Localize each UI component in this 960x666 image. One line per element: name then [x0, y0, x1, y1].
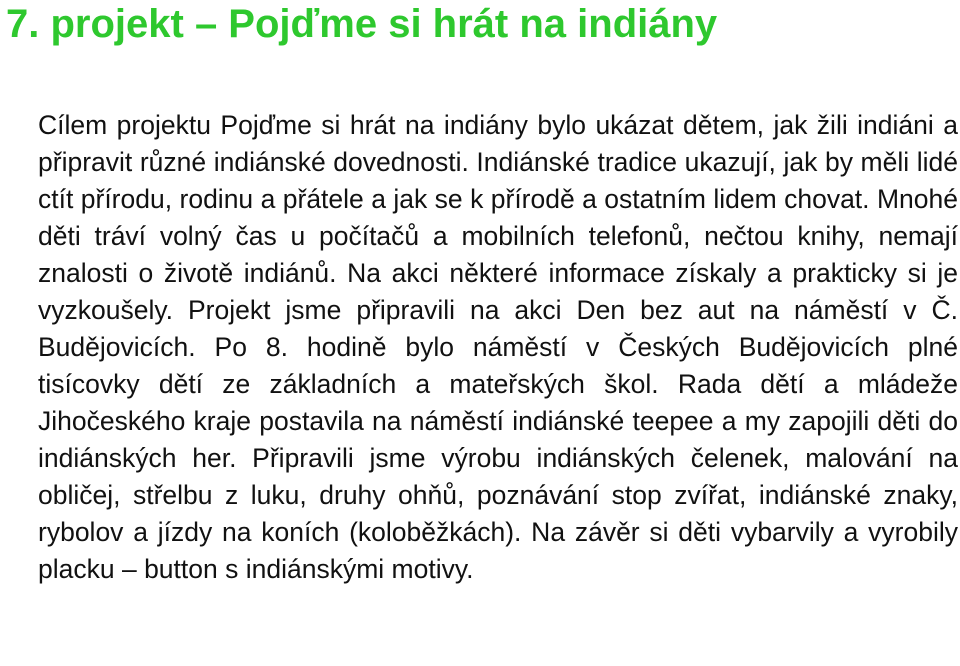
- body-paragraph: Cílem projektu Pojďme si hrát na indiány bylo ukázat dětem, jak žili indiáni a připravit různé indiánské dovednosti. Indiánské tradice ukazují, jak by měli lidé ctít přírodu, rodinu a přátele a jak se k přírodě a ostatním lidem chovat. Mnohé děti tráví volný čas u počítačů a mobilních telefonů, nečtou knihy, nemají znalosti o životě indiánů. Na akci některé informace získaly a prakticky si je vyzkoušely. Projekt jsme připravili na akci Den bez aut na náměstí v Č. Budějovicích. Po 8. hodině bylo náměstí v Českých Budějovicích plné tisícovky dětí ze základních a mateřských škol. Rada dětí a mládeže Jihočeského kraje postavila na náměstí indiánské teepee a my zapojili děti do indiánských her. Připravili jsme výrobu indiánských čelenek, malování na obličej, střelbu z luku, druhy ohňů, poznávání stop zvířat, indiánské znaky, rybolov a jízdy na koních (koloběžkách). Na závěr si děti vybarvily a vyrobily placku – button s indiánskými motivy.: [38, 110, 958, 584]
- slide-title: 7. projekt – Pojďme si hrát na indiány: [6, 2, 718, 46]
